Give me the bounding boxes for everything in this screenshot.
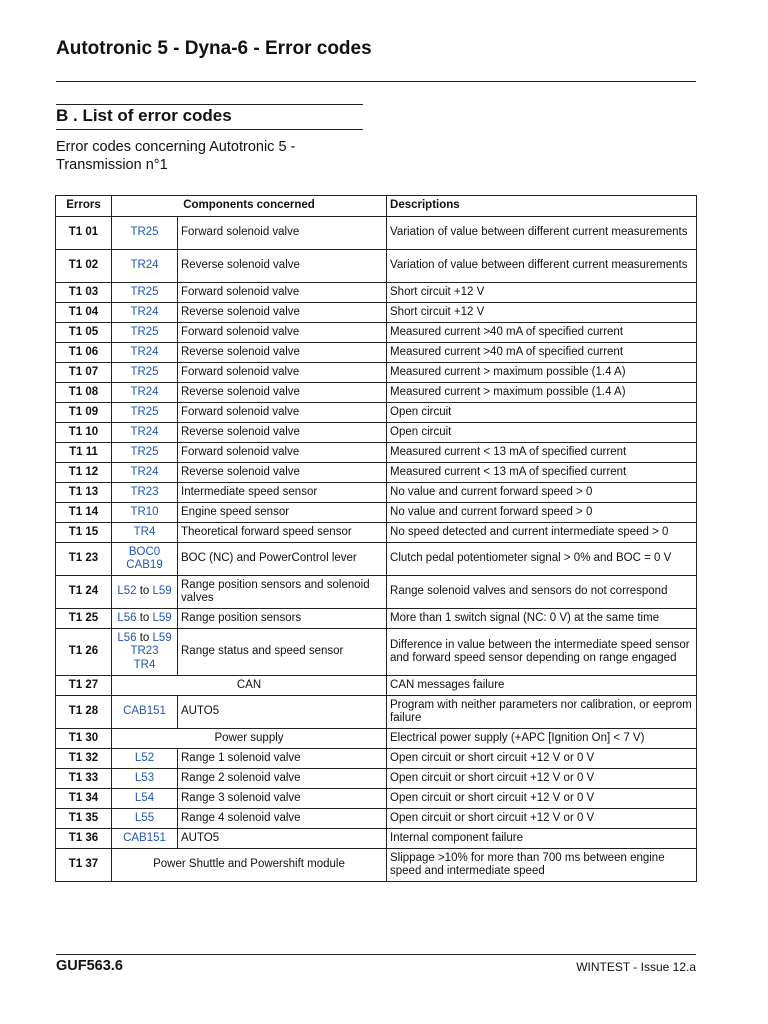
table-row [56,729,697,749]
error-description: Range solenoid valves and sensors do not correspond [387,576,697,609]
table-row [56,609,697,629]
component-reference [112,576,178,609]
error-description: Electrical power supply (+APC [Ignition On] < 7 V) [387,729,697,749]
reference-link[interactable]: L59 [152,611,172,624]
table-row [56,543,697,576]
range-connector: to [139,611,150,624]
error-description: Measured current >40 mA of specified current [387,343,697,363]
range-connector: to [139,631,150,644]
reference-link[interactable]: TR24 [130,259,159,272]
reference-link[interactable]: TR23 [130,645,159,658]
component-reference [112,443,178,463]
component-name: BOC (NC) and PowerControl lever [178,543,387,576]
reference-link[interactable]: TR24 [130,345,159,358]
reference-link[interactable]: TR24 [130,465,159,478]
section-title: B . List of error codes [56,106,232,125]
reference-link[interactable]: L54 [134,791,155,804]
component-reference [112,383,178,403]
table-row [56,676,697,696]
table-row [56,403,697,423]
component-name: Range position sensors [178,609,387,629]
component-name: Range 4 solenoid valve [178,809,387,829]
component-name: Forward solenoid valve [178,443,387,463]
component-reference [112,323,178,343]
table-row [56,383,697,403]
reference-link[interactable]: TR25 [130,405,159,418]
component-name: Reverse solenoid valve [178,383,387,403]
reference-link[interactable]: TR24 [130,305,159,318]
error-description: Short circuit +12 V [387,303,697,323]
reference-link[interactable]: L52 [117,585,137,598]
component-name: AUTO5 [178,696,387,729]
error-description: No value and current forward speed > 0 [387,503,697,523]
error-description: Clutch pedal potentiometer signal > 0% and BOC = 0 V [387,543,697,576]
error-code: T1 04 [56,303,112,323]
components-header: Components concerned [112,196,387,217]
error-description: Open circuit or short circuit +12 V or 0 V [387,749,697,769]
component-reference [112,483,178,503]
table-row [56,443,697,463]
component-reference [112,343,178,363]
reference-link[interactable]: TR25 [130,226,159,239]
table-row [56,323,697,343]
error-code: T1 11 [56,443,112,463]
component-name: Reverse solenoid valve [178,463,387,483]
error-codes-table [55,195,697,882]
component-name: Intermediate speed sensor [178,483,387,503]
table-row [56,303,697,323]
reference-link[interactable]: L56 [117,611,137,624]
error-code: T1 12 [56,463,112,483]
error-code: T1 30 [56,729,112,749]
reference-link[interactable]: L52 [134,751,155,764]
errors-header: Errors [56,196,112,217]
component-name: Power supply [112,729,387,749]
component-reference [112,363,178,383]
component-reference [112,523,178,543]
reference-link[interactable]: L59 [152,585,172,598]
error-description: Open circuit or short circuit +12 V or 0 V [387,769,697,789]
reference-link[interactable]: TR10 [130,505,159,518]
error-code: T1 09 [56,403,112,423]
page-title: Autotronic 5 - Dyna-6 - Error codes [56,38,372,59]
error-code: T1 37 [56,849,112,882]
reference-link[interactable]: CAB19 [126,559,163,571]
reference-link[interactable]: TR25 [130,365,159,378]
reference-link[interactable]: TR23 [130,485,159,498]
reference-link[interactable]: BOC0 [128,545,161,558]
error-code: T1 02 [56,250,112,283]
error-code: T1 33 [56,769,112,789]
component-reference [112,829,178,849]
component-reference [112,809,178,829]
table-row [56,463,697,483]
error-description: Slippage >10% for more than 700 ms between engine speed and intermediate speed [387,849,697,882]
component-reference [112,303,178,323]
component-name: Forward solenoid valve [178,323,387,343]
error-description: Measured current > maximum possible (1.4 A) [387,363,697,383]
component-name: Range 2 solenoid valve [178,769,387,789]
error-code: T1 03 [56,283,112,303]
table-row [56,363,697,383]
error-code: T1 23 [56,543,112,576]
error-code: T1 06 [56,343,112,363]
section-subtitle: Error codes concerning Autotronic 5 - Transmission n°1 [56,139,296,173]
component-name: Range position sensors and solenoid valves [178,576,387,609]
error-code: T1 36 [56,829,112,849]
range-connector: to [139,585,150,598]
component-name: Forward solenoid valve [178,283,387,303]
table-row [56,217,697,250]
table-row [56,423,697,443]
table-row [56,849,697,882]
component-reference [112,629,178,676]
table-row [56,749,697,769]
reference-link[interactable]: TR4 [133,658,156,671]
error-code: T1 25 [56,609,112,629]
component-reference [112,463,178,483]
component-name: AUTO5 [178,829,387,849]
component-reference [112,769,178,789]
table-row [56,343,697,363]
component-name: Reverse solenoid valve [178,250,387,283]
table-row [56,696,697,729]
error-description: Open circuit or short circuit +12 V or 0 V [387,789,697,809]
error-description: Variation of value between different current measurements [387,250,697,283]
error-code: T1 35 [56,809,112,829]
error-description: Variation of value between different current measurements [387,217,697,250]
error-description: CAN messages failure [387,676,697,696]
component-name: Forward solenoid valve [178,217,387,250]
reference-link[interactable]: TR24 [130,385,159,398]
component-name: Forward solenoid valve [178,403,387,423]
reference-link[interactable]: L53 [134,771,155,784]
error-code: T1 26 [56,629,112,676]
component-reference [112,609,178,629]
table-row [56,250,697,283]
footer-divider [56,954,696,955]
component-reference [112,423,178,443]
reference-link[interactable]: L56 [117,631,137,644]
error-code: T1 13 [56,483,112,503]
section-divider-bottom [56,129,363,130]
table-row [56,523,697,543]
error-code: T1 15 [56,523,112,543]
table-row [56,503,697,523]
reference-link[interactable]: CAB151 [123,831,166,844]
table-row [56,769,697,789]
component-name: Range 3 solenoid valve [178,789,387,809]
component-name: Range status and speed sensor [178,629,387,676]
reference-link[interactable]: TR25 [130,285,159,298]
component-reference [112,503,178,523]
component-name: Theoretical forward speed sensor [178,523,387,543]
error-description: Measured current < 13 mA of specified current [387,443,697,463]
table-row [56,483,697,503]
error-description: More than 1 switch signal (NC: 0 V) at the same time [387,609,697,629]
component-name: Reverse solenoid valve [178,423,387,443]
component-name: Reverse solenoid valve [178,303,387,323]
table-row [56,809,697,829]
table-row [56,576,697,609]
component-reference [112,543,178,576]
component-name: Power Shuttle and Powershift module [112,849,387,882]
error-code: T1 14 [56,503,112,523]
error-description: Short circuit +12 V [387,283,697,303]
error-description: No value and current forward speed > 0 [387,483,697,503]
error-description: Program with neither parameters nor calibration, or eeprom failure [387,696,697,729]
error-description: No speed detected and current intermediate speed > 0 [387,523,697,543]
reference-range [115,632,174,646]
error-description: Open circuit or short circuit +12 V or 0 V [387,809,697,829]
component-name: Range 1 solenoid valve [178,749,387,769]
reference-range [115,585,174,599]
error-code: T1 27 [56,676,112,696]
error-description: Measured current >40 mA of specified current [387,323,697,343]
descriptions-header: Descriptions [387,196,697,217]
error-description: Difference in value between the intermediate speed sensor and forward speed sensor depending on range engaged [387,629,697,676]
error-code: T1 28 [56,696,112,729]
document-reference: GUF563.6 [56,958,123,974]
component-reference [112,403,178,423]
table-row [56,283,697,303]
reference-link[interactable]: L55 [134,811,155,824]
component-reference [112,250,178,283]
error-description: Internal component failure [387,829,697,849]
table-row [56,789,697,809]
reference-link[interactable]: TR25 [130,325,159,338]
component-name: Reverse solenoid valve [178,343,387,363]
reference-link[interactable]: TR4 [133,525,156,538]
table-row [56,629,697,676]
component-reference [112,789,178,809]
issue-label: WINTEST - Issue 12.a [576,960,696,974]
error-description: Measured current > maximum possible (1.4 A) [387,383,697,403]
error-code: T1 05 [56,323,112,343]
error-code: T1 32 [56,749,112,769]
error-code: T1 24 [56,576,112,609]
component-name: CAN [112,676,387,696]
component-reference [112,283,178,303]
error-code: T1 07 [56,363,112,383]
error-code: T1 01 [56,217,112,250]
table-body [56,217,697,882]
error-code: T1 10 [56,423,112,443]
error-description: Open circuit [387,423,697,443]
component-reference [112,696,178,729]
error-description: Measured current < 13 mA of specified current [387,463,697,483]
reference-link[interactable]: L59 [152,631,172,644]
error-description: Open circuit [387,403,697,423]
reference-link[interactable]: TR24 [130,425,159,438]
error-code: T1 34 [56,789,112,809]
reference-link[interactable]: TR25 [130,445,159,458]
error-code: T1 08 [56,383,112,403]
table-header-row [56,196,697,217]
component-reference [112,749,178,769]
component-name: Forward solenoid valve [178,363,387,383]
table-row [56,829,697,849]
title-divider [56,81,696,82]
component-reference [112,217,178,250]
reference-range [115,612,174,626]
section-divider-top [56,104,363,105]
reference-link[interactable]: CAB151 [123,705,166,718]
component-name: Engine speed sensor [178,503,387,523]
